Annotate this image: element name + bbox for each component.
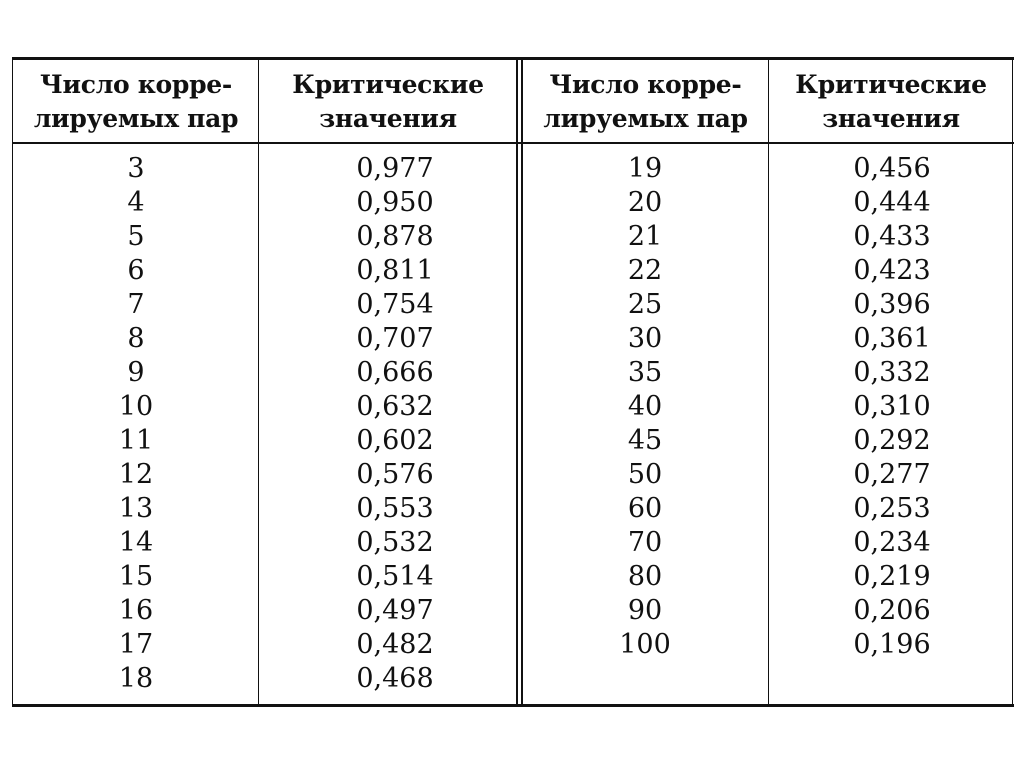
left-pairs-cell: 12: [118, 459, 154, 490]
header-right-values-line1: Критические: [795, 70, 987, 99]
right-pairs-cell: 90: [627, 595, 663, 626]
header-right-values: [770, 66, 1012, 138]
header-right-values-line2: значения: [822, 104, 960, 133]
right-value-cell: 0,277: [853, 459, 931, 490]
header-left-values-line1: Критические: [292, 70, 484, 99]
table-border-left: [12, 60, 13, 704]
right-value-cell: 0,234: [853, 527, 931, 558]
right-pairs-cell: 20: [627, 187, 663, 218]
right-pairs-cell: 22: [627, 255, 663, 286]
right-pairs-cell: 100: [619, 629, 671, 660]
header-rule: [12, 142, 1014, 144]
right-value-cell: 0,206: [853, 595, 931, 626]
right-pairs-cell: 30: [627, 323, 663, 354]
right-value-cell: 0,456: [853, 153, 931, 184]
right-value-cell: 0,361: [853, 323, 931, 354]
left-value-cell: 0,977: [356, 153, 434, 184]
right-pairs-cell: 25: [627, 289, 663, 320]
right-value-cell: 0,196: [853, 629, 931, 660]
left-pairs-cell: 3: [127, 153, 145, 184]
column-divider-1: [258, 60, 259, 704]
left-pairs-cell: 14: [118, 527, 154, 558]
left-pairs-cell: 6: [127, 255, 145, 286]
left-value-cell: 0,602: [356, 425, 434, 456]
header-left-pairs: [14, 66, 258, 138]
right-pairs-column: [530, 152, 760, 662]
right-value-cell: 0,219: [853, 561, 931, 592]
right-pairs-cell: 80: [627, 561, 663, 592]
left-pairs-cell: 13: [118, 493, 154, 524]
left-pairs-cell: 18: [118, 663, 154, 694]
right-pairs-cell: 45: [627, 425, 663, 456]
right-values-column: [778, 152, 1006, 662]
header-left-values: [260, 66, 516, 138]
left-value-cell: 0,950: [356, 187, 434, 218]
left-pairs-cell: 15: [118, 561, 154, 592]
left-pairs-cell: 17: [118, 629, 154, 660]
left-value-cell: 0,497: [356, 595, 434, 626]
left-pairs-cell: 5: [127, 221, 145, 252]
section-divider-b: [521, 60, 523, 704]
right-pairs-cell: 21: [627, 221, 663, 252]
left-value-cell: 0,576: [356, 459, 434, 490]
right-value-cell: 0,253: [853, 493, 931, 524]
column-divider-3: [768, 60, 769, 704]
left-values-column: [270, 152, 520, 696]
right-pairs-cell: 50: [627, 459, 663, 490]
right-value-cell: 0,433: [853, 221, 931, 252]
left-value-cell: 0,666: [356, 357, 434, 388]
header-right-pairs-line2: лируемых пар: [543, 104, 748, 133]
left-pairs-cell: 7: [127, 289, 145, 320]
right-pairs-cell: 40: [627, 391, 663, 422]
left-value-cell: 0,632: [356, 391, 434, 422]
right-value-cell: 0,310: [853, 391, 931, 422]
right-value-cell: 0,396: [853, 289, 931, 320]
right-pairs-cell: 70: [627, 527, 663, 558]
header-left-pairs-line1: Число корре-: [40, 70, 232, 99]
left-value-cell: 0,468: [356, 663, 434, 694]
left-pairs-cell: 11: [118, 425, 154, 456]
left-value-cell: 0,811: [356, 255, 434, 286]
left-pairs-cell: 8: [127, 323, 145, 354]
right-value-cell: 0,423: [853, 255, 931, 286]
left-value-cell: 0,482: [356, 629, 434, 660]
table-border-right: [1012, 60, 1013, 704]
left-pairs-cell: 10: [118, 391, 154, 422]
header-right-pairs: [523, 66, 768, 138]
left-value-cell: 0,553: [356, 493, 434, 524]
left-pairs-cell: 9: [127, 357, 145, 388]
header-left-values-line2: значения: [319, 104, 457, 133]
left-pairs-cell: 16: [118, 595, 154, 626]
right-pairs-cell: 19: [627, 153, 663, 184]
right-value-cell: 0,332: [853, 357, 931, 388]
right-pairs-cell: 60: [627, 493, 663, 524]
right-pairs-cell: 35: [627, 357, 663, 388]
header-right-pairs-line1: Число корре-: [549, 70, 742, 99]
left-pairs-cell: 4: [127, 187, 145, 218]
right-value-cell: 0,292: [853, 425, 931, 456]
left-value-cell: 0,878: [356, 221, 434, 252]
header-left-pairs-line2: лируемых пар: [33, 104, 239, 133]
right-value-cell: 0,444: [853, 187, 931, 218]
left-value-cell: 0,707: [356, 323, 434, 354]
left-pairs-column: [20, 152, 252, 696]
left-value-cell: 0,754: [356, 289, 434, 320]
left-value-cell: 0,532: [356, 527, 434, 558]
left-value-cell: 0,514: [356, 561, 434, 592]
